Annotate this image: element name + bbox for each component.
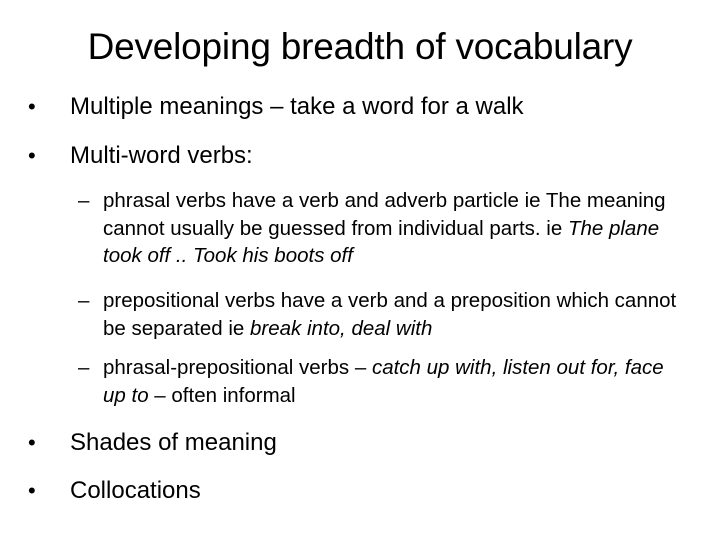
sub-bullet-marker: –: [78, 289, 90, 312]
sub-bullet-phrasal-verbs: [78, 187, 678, 270]
bullet-multiple-meanings: [28, 92, 688, 122]
sub-bullet-text-plain: phrasal verbs have a verb and adverb particle ie The meaning cannot usually be guessed from individual parts. ie: [103, 189, 666, 240]
sub-bullet-text-plain: phrasal-prepositional verbs –: [103, 356, 372, 379]
sub-bullet-phrasal-prepositional-verbs: [78, 354, 678, 409]
slide-title: Developing breadth of vocabulary: [87, 26, 633, 67]
bullet-marker: •: [28, 94, 36, 119]
sub-bullet-text: [103, 354, 678, 409]
sub-bullet-text: [103, 187, 678, 270]
sub-bullet-text-plain: prepositional verbs have a verb and a preposition which cannot be separated ie: [103, 289, 677, 340]
bullet-text: Multiple meanings – take a word for a walk: [70, 93, 524, 120]
bullet-marker: •: [28, 430, 36, 455]
sub-bullet-text: [103, 287, 678, 342]
bullet-multi-word-verbs: [28, 141, 688, 171]
bullet-collocations: [28, 476, 688, 506]
bullet-shades-of-meaning: [28, 428, 688, 458]
bullet-text: Multi-word verbs:: [70, 142, 253, 169]
sub-bullet-example: catch up with, listen out for, face up to: [103, 356, 664, 407]
sub-bullet-example: break into, deal with: [250, 316, 433, 340]
bullet-text: Shades of meaning: [70, 429, 277, 456]
sub-bullet-marker: –: [78, 356, 90, 379]
sub-bullet-prepositional-verbs: [78, 287, 678, 342]
sub-bullet-text-tail: – often informal: [148, 383, 296, 407]
sub-bullet-example: The plane took off .. Took his boots off: [103, 216, 660, 267]
bullet-text: Collocations: [70, 477, 201, 504]
bullet-marker: •: [28, 478, 36, 503]
bullet-marker: •: [28, 143, 36, 168]
sub-bullet-marker: –: [78, 189, 90, 212]
